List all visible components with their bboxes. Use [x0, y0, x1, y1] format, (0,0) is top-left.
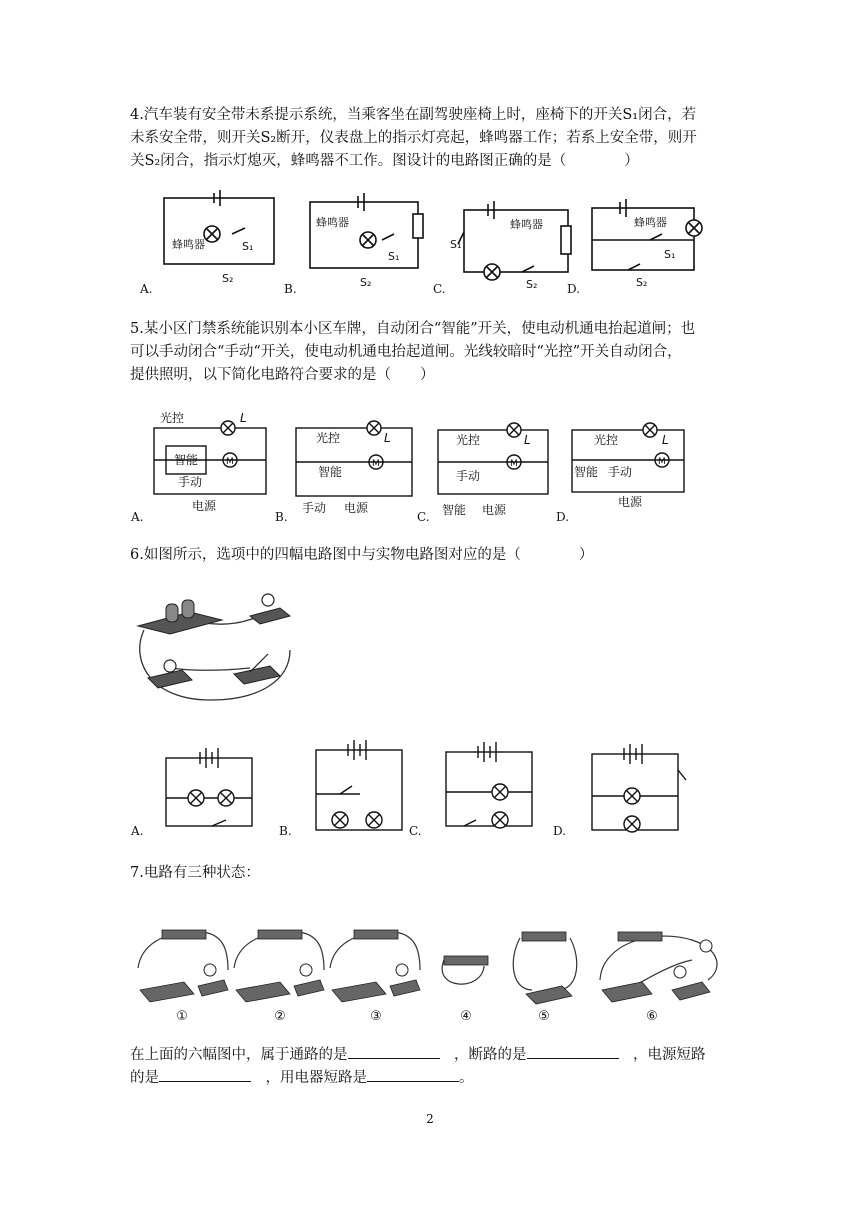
answer-blank-2[interactable]	[527, 1044, 619, 1059]
q4-option-b: B.	[284, 282, 297, 296]
q5c-light-ctrl: 光控	[456, 433, 481, 447]
q5-line-3: 提供照明，以下简化电路符合要求的是（ ）	[130, 367, 435, 383]
q6-option-b: B.	[279, 824, 292, 838]
q5a-manual: 手动	[178, 475, 203, 489]
q4-line-1: 4.汽车装有安全带未系提示系统，当乘客坐在副驾驶座椅上时，座椅下的开关S₁闭合，若	[130, 107, 697, 123]
q7-fill-line-1	[130, 1044, 730, 1067]
q7-label-5: ⑤	[538, 1009, 550, 1024]
q4-options-figure	[130, 188, 730, 300]
q5d-manual: 手动	[608, 465, 633, 479]
q5-option-c: C.	[417, 510, 430, 524]
q7-text-a: 在上面的六幅图中，属于通路的是	[130, 1047, 348, 1063]
q4-line-3: 关S₂闭合，指示灯熄灭，蜂鸣器不工作。图设计的电路图正确的是（ ）	[130, 153, 639, 169]
q5d-motor: M	[658, 457, 666, 467]
q4d-s1: S₁	[664, 248, 676, 261]
q5b-lamp: L	[384, 431, 391, 445]
q7-text-c: ，电源短路	[633, 1047, 706, 1063]
q7-label-4: ④	[460, 1009, 472, 1024]
q5b-power: 电源	[344, 501, 369, 515]
q5a-lamp: L	[240, 411, 247, 425]
q6-option-a: A.	[131, 824, 144, 838]
q4c-s2: S₂	[526, 278, 538, 291]
q5c-manual: 手动	[456, 469, 481, 483]
q5c-smart: 智能	[442, 503, 467, 517]
q7-text-d: 的是	[130, 1070, 159, 1086]
q4b-s1: S₁	[388, 250, 400, 263]
page-number: 2	[426, 1112, 434, 1126]
q5c-lamp: L	[524, 433, 531, 447]
q5d-lamp: L	[662, 433, 669, 447]
q6-real-circuit-image	[130, 590, 310, 704]
q5d-smart: 智能	[574, 465, 599, 479]
q5a-motor: M	[226, 457, 234, 467]
q7-text-e: ，用电器短路是	[265, 1070, 367, 1086]
q7-text-b: ，断路的是	[454, 1047, 527, 1063]
q7-label-1: ①	[176, 1009, 188, 1024]
q7-line-1: 7.电路有三种状态：	[130, 865, 260, 881]
question-4	[130, 104, 730, 173]
q5c-power: 电源	[482, 503, 507, 517]
q4-option-c: C.	[433, 282, 446, 296]
q4-option-a: A.	[140, 282, 153, 296]
q5-option-b: B.	[275, 510, 288, 524]
q4a-buzzer-label: 蜂鸣器	[172, 238, 205, 251]
q7-label-3: ③	[370, 1009, 382, 1024]
q4a-s2: S₂	[222, 272, 234, 285]
q5b-motor: M	[372, 459, 380, 469]
q5b-manual: 手动	[302, 501, 327, 515]
q5-options-figure	[130, 402, 730, 524]
q5d-power: 电源	[618, 495, 643, 509]
question-5	[130, 318, 730, 387]
q7-label-6: ⑥	[646, 1009, 658, 1024]
q7-label-2: ②	[274, 1009, 286, 1024]
q7-text-end: 。	[459, 1070, 474, 1086]
q4c-s1: S₁	[450, 238, 462, 251]
q5-line-2: 可以手动闭合“手动“开关，使电动机通电抬起道闸。光线较暗时“光控”开关自动闭合，	[130, 344, 682, 360]
q6-option-d: D.	[553, 824, 567, 838]
q5b-smart: 智能	[318, 465, 343, 479]
q4b-buzzer-label: 蜂鸣器	[316, 216, 349, 229]
q5a-light-ctrl: 光控	[160, 411, 185, 425]
q5-option-a: A.	[131, 510, 144, 524]
q7-six-circuits-image	[132, 920, 732, 1030]
q5a-power: 电源	[192, 499, 217, 513]
q5c-motor: M	[510, 459, 518, 469]
q6-option-c: C.	[409, 824, 422, 838]
q5a-smart: 智能	[174, 453, 199, 467]
q4b-s2: S₂	[360, 276, 372, 289]
q5b-light-ctrl: 光控	[316, 431, 341, 445]
q5d-light-ctrl: 光控	[594, 433, 619, 447]
q4d-buzzer-label: 蜂鸣器	[634, 216, 667, 229]
q5-option-d: D.	[556, 510, 570, 524]
q4d-s2: S₂	[636, 276, 648, 289]
q4-line-2: 未系安全带，则开关S₂断开，仪表盘上的指示灯亮起，蜂鸣器工作；若系上安全带，则开	[130, 130, 697, 146]
q5-line-1: 5.某小区门禁系统能识别本小区车牌，自动闭合“智能”开关，使电动机通电抬起道闸；也	[130, 321, 696, 337]
q4c-buzzer-label: 蜂鸣器	[510, 218, 543, 231]
q4-option-d: D.	[567, 282, 581, 296]
answer-blank-4[interactable]	[367, 1067, 459, 1082]
question-6	[130, 544, 730, 567]
q4a-s1: S₁	[242, 240, 254, 253]
answer-blank-1[interactable]	[348, 1044, 440, 1059]
q7-fill-in	[130, 1044, 730, 1090]
q7-fill-line-2	[130, 1067, 730, 1090]
question-7	[130, 862, 730, 885]
answer-blank-3[interactable]	[159, 1067, 251, 1082]
q6-line-1: 6.如图所示，选项中的四幅电路图中与实物电路图对应的是（ ）	[130, 547, 594, 563]
